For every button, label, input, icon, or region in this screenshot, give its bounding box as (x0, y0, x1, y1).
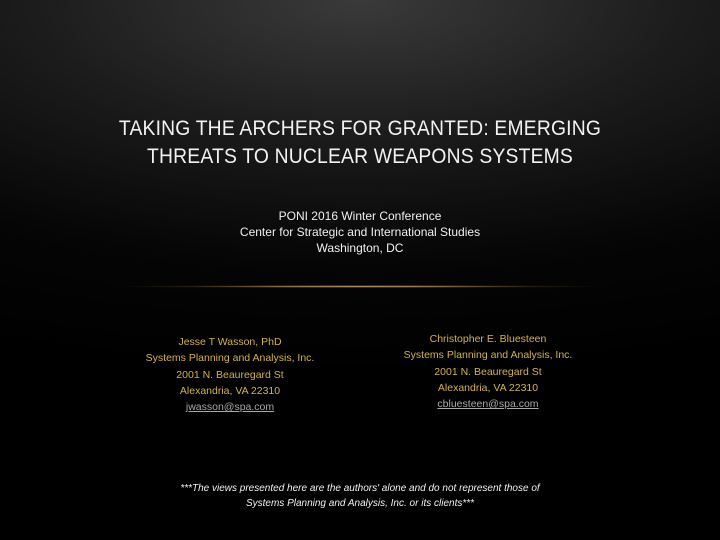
conference-location: Washington, DC (316, 241, 404, 255)
author-block-wasson (130, 334, 330, 415)
slide-title-line-1: TAKING THE ARCHERS FOR GRANTED: EMERGING (118, 117, 602, 140)
gold-divider-line (110, 285, 610, 288)
conference-name: PONI 2016 Winter Conference (278, 209, 442, 223)
author-email-link[interactable]: cbluesteen@spa.com (437, 398, 539, 411)
disclaimer-line-1: ***The views presented here are the authors' alone and do not represent those of (180, 483, 540, 494)
conference-venue: Center for Strategic and International Studies (239, 225, 481, 239)
author-city: Alexandria, VA 22310 (437, 381, 539, 394)
author-name: Jesse T Wasson, PhD (178, 336, 282, 348)
author-email-link[interactable]: jwasson@spa.com (185, 401, 275, 414)
author-name: Christopher E. Bluesteen (429, 333, 547, 345)
author-organization: Systems Planning and Analysis, Inc. (145, 352, 315, 365)
author-organization: Systems Planning and Analysis, Inc. (403, 349, 573, 362)
conference-info (110, 208, 610, 256)
disclaimer (110, 481, 610, 511)
disclaimer-line-2: Systems Planning and Analysis, Inc. or its clients*** (245, 498, 475, 509)
author-street: 2001 N. Beauregard St (176, 368, 284, 381)
slide-title-line-2: THREATS TO NUCLEAR WEAPONS SYSTEMS (146, 145, 574, 168)
slide-title (84, 115, 636, 171)
author-block-bluesteen (388, 331, 588, 412)
author-street: 2001 N. Beauregard St (434, 365, 542, 378)
author-city: Alexandria, VA 22310 (179, 384, 281, 397)
